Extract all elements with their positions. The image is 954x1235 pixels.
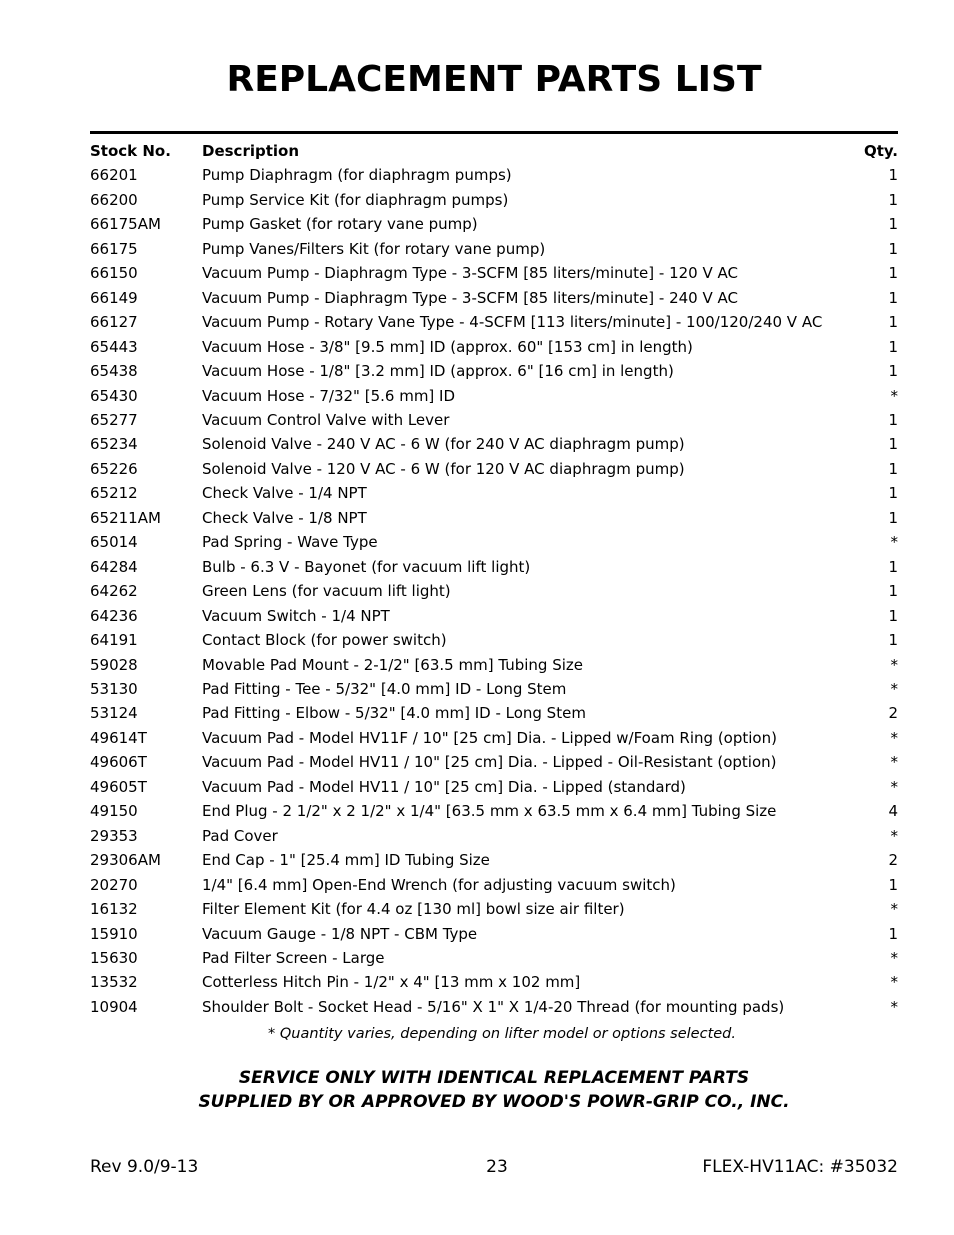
stock-number-cell: 65430 [90,386,138,405]
table-row [90,677,898,701]
stock-number-cell: 16132 [90,900,138,919]
description-cell: Check Valve - 1/4 NPT [202,484,367,503]
description-cell: Vacuum Switch - 1/4 NPT [202,606,390,625]
quantity-cell: 1 [888,582,898,601]
stock-number-cell: 49605T [90,777,147,796]
table-row [90,237,898,261]
quantity-cell: * [890,900,898,919]
description-cell: Vacuum Hose - 3/8" [9.5 mm] ID (approx. 60" [153 cm] in length) [202,337,693,356]
quantity-cell: 1 [888,313,898,332]
table-row [90,726,898,750]
quantity-cell: 1 [888,924,898,943]
quantity-cell: 1 [888,166,898,185]
table-row [90,555,898,579]
description-cell: Pump Service Kit (for diaphragm pumps) [202,190,509,209]
column-header-qty: Qty. [863,142,898,160]
description-cell: Shoulder Bolt - Socket Head - 5/16" X 1" X 1/4-20 Thread (for mounting pads) [202,997,785,1016]
quantity-cell: 1 [888,435,898,454]
table-row [90,628,898,652]
description-cell: Vacuum Pad - Model HV11 / 10" [25 cm] Dia. - Lipped - Oil-Resistant (option) [202,753,777,772]
table-row [90,286,898,310]
quantity-cell: 4 [888,802,898,821]
table-header-row [90,139,898,163]
description-cell: Vacuum Control Valve with Lever [202,410,450,429]
stock-number-cell: 13532 [90,973,138,992]
table-row [90,750,898,774]
table-row [90,604,898,628]
table-row [90,824,898,848]
quantity-cell: 1 [888,557,898,576]
page-number: 23 [486,1157,508,1177]
quantity-cell: 1 [888,606,898,625]
table-row [90,848,898,872]
table-row [90,946,898,970]
stock-number-cell: 29353 [90,826,138,845]
stock-number-cell: 66175AM [90,215,161,234]
document-id: FLEX-HV11AC: #35032 [702,1157,898,1177]
table-row [90,432,898,456]
table-row [90,163,898,187]
description-cell: Pad Filter Screen - Large [202,948,385,967]
column-header-stock: Stock No. [90,142,171,160]
description-cell: Pad Fitting - Tee - 5/32" [4.0 mm] ID - Long Stem [202,679,567,698]
table-row [90,359,898,383]
table-row [90,481,898,505]
table-row [90,995,898,1019]
stock-number-cell: 66200 [90,190,138,209]
table-row [90,873,898,897]
table-row [90,922,898,946]
stock-number-cell: 65211AM [90,508,161,527]
header-rule [90,131,898,134]
table-row [90,653,898,677]
description-cell: Cotterless Hitch Pin - 1/2" x 4" [13 mm x 102 mm] [202,973,581,992]
quantity-cell: 2 [888,851,898,870]
stock-number-cell: 10904 [90,997,138,1016]
quantity-cell: 1 [888,875,898,894]
quantity-cell: 1 [888,288,898,307]
table-row [90,261,898,285]
description-cell: Bulb - 6.3 V - Bayonet (for vacuum lift light) [202,557,531,576]
table-row [90,408,898,432]
description-cell: Solenoid Valve - 120 V AC - 6 W (for 120 V AC diaphragm pump) [202,459,685,478]
stock-number-cell: 65438 [90,362,138,381]
quantity-cell: * [890,679,898,698]
table-row [90,212,898,236]
table-row [90,579,898,603]
description-cell: Pad Fitting - Elbow - 5/32" [4.0 mm] ID - Long Stem [202,704,586,723]
table-row [90,775,898,799]
table-row [90,701,898,725]
stock-number-cell: 65277 [90,410,138,429]
service-notice-line-1: SERVICE ONLY WITH IDENTICAL REPLACEMENT PARTS [238,1068,750,1088]
stock-number-cell: 49150 [90,802,138,821]
stock-number-cell: 64284 [90,557,138,576]
stock-number-cell: 66150 [90,264,138,283]
stock-number-cell: 29306AM [90,851,161,870]
description-cell: End Cap - 1" [25.4 mm] ID Tubing Size [202,851,490,870]
description-cell: Pad Spring - Wave Type [202,533,378,552]
table-row [90,384,898,408]
quantity-cell: * [890,533,898,552]
quantity-cell: 1 [888,362,898,381]
stock-number-cell: 65212 [90,484,138,503]
stock-number-cell: 65014 [90,533,138,552]
quantity-cell: 2 [888,704,898,723]
description-cell: Pump Gasket (for rotary vane pump) [202,215,478,234]
description-cell: Solenoid Valve - 240 V AC - 6 W (for 240 V AC diaphragm pump) [202,435,685,454]
table-row [90,799,898,823]
quantity-cell: * [890,826,898,845]
quantity-cell: 1 [888,264,898,283]
page-title: REPLACEMENT PARTS LIST [226,59,762,100]
stock-number-cell: 15630 [90,948,138,967]
stock-number-cell: 65234 [90,435,138,454]
description-cell: Movable Pad Mount - 2-1/2" [63.5 mm] Tubing Size [202,655,583,674]
description-cell: Green Lens (for vacuum lift light) [202,582,451,601]
quantity-cell: * [890,655,898,674]
quantity-cell: * [890,997,898,1016]
description-cell: Check Valve - 1/8 NPT [202,508,367,527]
description-cell: End Plug - 2 1/2" x 2 1/2" x 1/4" [63.5 mm x 63.5 mm x 6.4 mm] Tubing Size [202,802,777,821]
parts-table [90,139,898,1019]
quantity-cell: 1 [888,190,898,209]
stock-number-cell: 49606T [90,753,147,772]
description-cell: Vacuum Pump - Diaphragm Type - 3-SCFM [85 liters/minute] - 120 V AC [202,264,738,283]
quantity-cell: 1 [888,508,898,527]
stock-number-cell: 20270 [90,875,138,894]
service-notice-line-2: SUPPLIED BY OR APPROVED BY WOOD'S POWR-GRIP CO., INC. [198,1092,790,1112]
stock-number-cell: 53130 [90,679,138,698]
table-row [90,897,898,921]
stock-number-cell: 66149 [90,288,138,307]
description-cell: Vacuum Hose - 7/32" [5.6 mm] ID [202,386,456,405]
stock-number-cell: 66127 [90,313,138,332]
description-cell: Vacuum Pad - Model HV11F / 10" [25 cm] Dia. - Lipped w/Foam Ring (option) [202,728,777,747]
description-cell: Contact Block (for power switch) [202,631,447,650]
stock-number-cell: 64191 [90,631,138,650]
quantity-cell: * [890,973,898,992]
quantity-cell: * [890,728,898,747]
stock-number-cell: 65443 [90,337,138,356]
table-row [90,530,898,554]
quantity-cell: 1 [888,631,898,650]
description-cell: Vacuum Pump - Rotary Vane Type - 4-SCFM [113 liters/minute] - 100/120/240 V AC [202,313,823,332]
quantity-cell: 1 [888,239,898,258]
table-row [90,310,898,334]
service-notice [0,1066,954,1114]
quantity-cell: * [890,386,898,405]
description-cell: Vacuum Gauge - 1/8 NPT - CBM Type [202,924,478,943]
quantity-cell: 1 [888,459,898,478]
quantity-cell: 1 [888,215,898,234]
stock-number-cell: 66175 [90,239,138,258]
stock-number-cell: 64262 [90,582,138,601]
stock-number-cell: 65226 [90,459,138,478]
table-row [90,335,898,359]
description-cell: Pump Diaphragm (for diaphragm pumps) [202,166,512,185]
quantity-footnote: * Quantity varies, depending on lifter model or options selected. [268,1026,736,1042]
quantity-cell: 1 [888,337,898,356]
description-cell: Pad Cover [202,826,278,845]
stock-number-cell: 53124 [90,704,138,723]
quantity-cell: * [890,753,898,772]
column-header-description: Description [202,142,300,160]
stock-number-cell: 15910 [90,924,138,943]
stock-number-cell: 66201 [90,166,138,185]
description-cell: Filter Element Kit (for 4.4 oz [130 ml] bowl size air filter) [202,900,625,919]
table-row [90,457,898,481]
quantity-cell: 1 [888,410,898,429]
description-cell: Vacuum Hose - 1/8" [3.2 mm] ID (approx. 6" [16 cm] in length) [202,362,674,381]
stock-number-cell: 59028 [90,655,138,674]
quantity-cell: * [890,777,898,796]
quantity-cell: 1 [888,484,898,503]
stock-number-cell: 64236 [90,606,138,625]
table-row [90,970,898,994]
table-row [90,506,898,530]
description-cell: Vacuum Pad - Model HV11 / 10" [25 cm] Dia. - Lipped (standard) [202,777,686,796]
parts-table-body [90,163,898,1019]
revision-label: Rev 9.0/9-13 [90,1157,199,1177]
description-cell: 1/4" [6.4 mm] Open-End Wrench (for adjusting vacuum switch) [202,875,676,894]
description-cell: Vacuum Pump - Diaphragm Type - 3-SCFM [85 liters/minute] - 240 V AC [202,288,738,307]
description-cell: Pump Vanes/Filters Kit (for rotary vane pump) [202,239,546,258]
quantity-cell: * [890,948,898,967]
table-row [90,188,898,212]
stock-number-cell: 49614T [90,728,147,747]
